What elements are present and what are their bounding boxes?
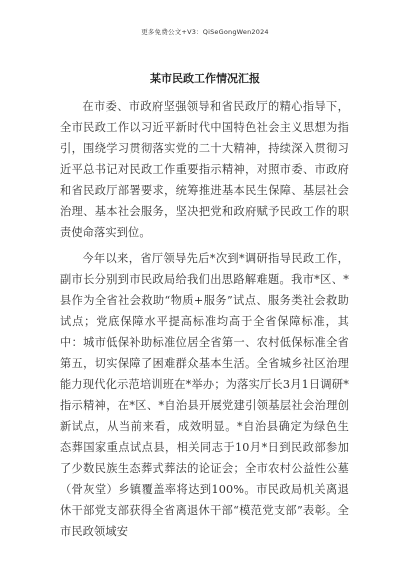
document-title: 某市民政工作情况汇报 <box>150 72 260 85</box>
body-paragraph-2: 今年以来，省厅领导先后*次到*调研指导民政工作，副市长分别到市民政局给我们出思路解难题。我市*区、*县作为全省社会救助“物质+服务”试点、服务类社会救助试点；党底保障水平提高标准均高于全省保障标准，其中：城市低保补助标准位居全省第一、农村低保标准全省第五，切实保障了困难群众基本生活。全省城乡社区治理能力现代化示范培训班在*举办；为落实厅长3月1日调研*指示精神，在*区、*自治县开展党建引领基层社会治理创新试点，从当前来看，成效明显。*自治县确定为绿色生态葬国家重点试点县，相关同志于10月*日到民政部参加了少数民族生态葬式葬法的论证会；全市农村公益性公墓（骨灰堂）乡镇覆盖率将达到100%。市民政局机关离退休干部党支部获得全省离退休干部“模范党支部”表彰。全市民政领域安 <box>60 252 349 538</box>
header-note: 更多免费公文+V3：QiSeGongWen2024 <box>141 28 269 36</box>
body-paragraph-1: 在市委、市政府坚强领导和省民政厅的精心指导下，全市民政工作以习近平新时代中国特色社会主义思想为指引，围绕学习贯彻落实党的二十大精神，持续深入贯彻习近平总书记对民政工作重要指示精神，对照市委、市政府和省民政厅部署要求，统筹推进基本民生保障、基层社会治理、基本社会服务，坚决把党和政府赋予民政工作的职责使命落实到位。 <box>60 100 349 239</box>
document-body <box>60 96 349 542</box>
